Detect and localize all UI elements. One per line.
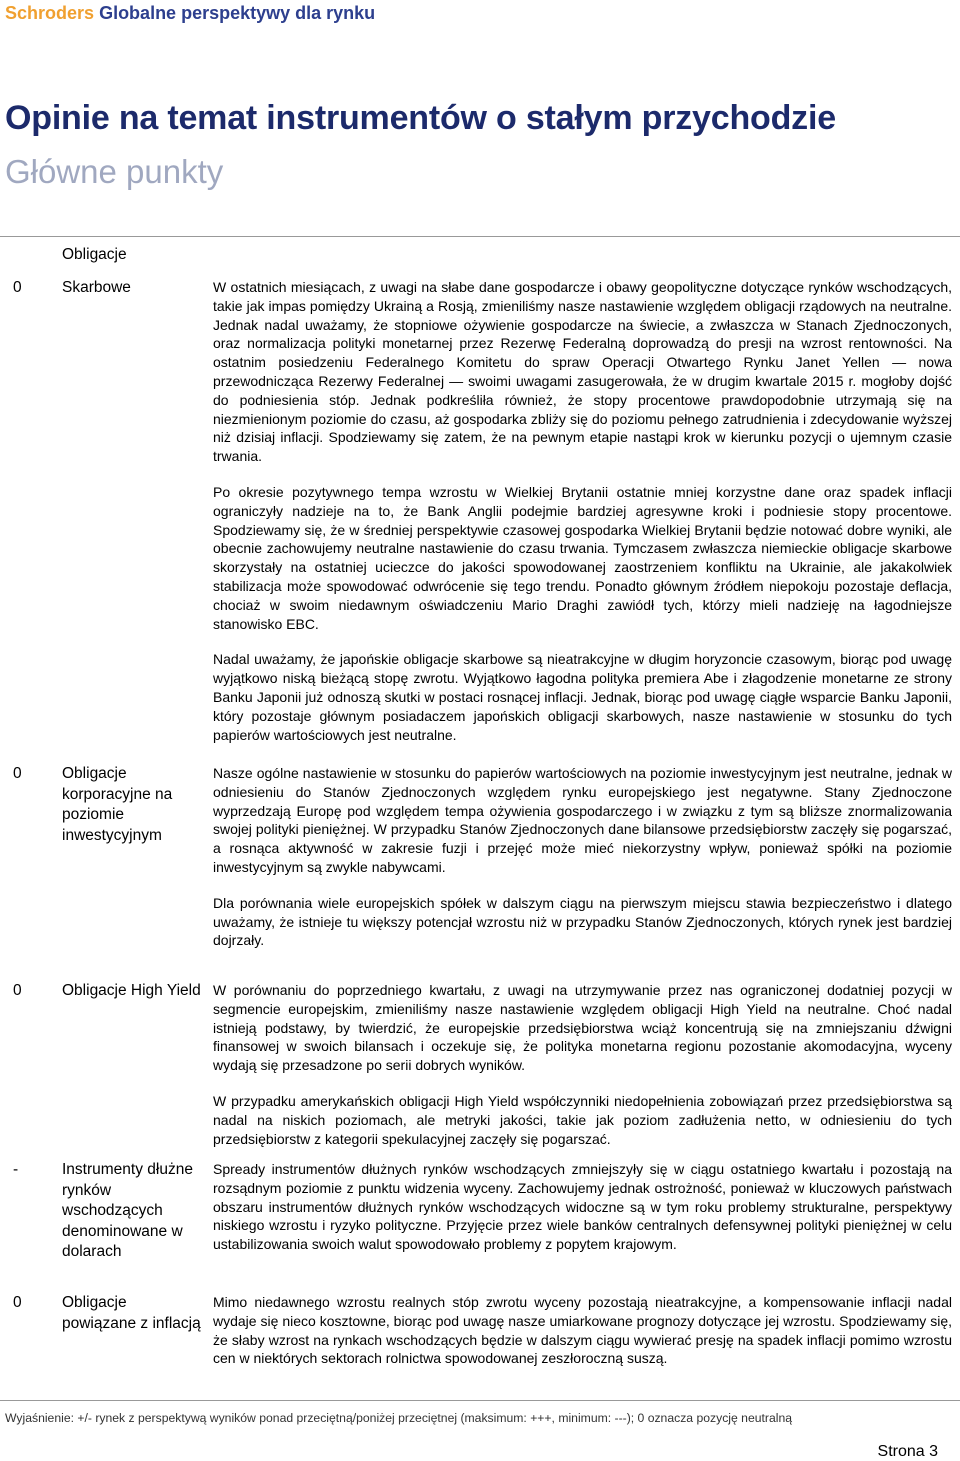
bottom-divider [0,1400,960,1401]
paragraph: Mimo niedawnego wzrostu realnych stóp zwrotu wyceny pozostają nieatrakcyjne, a kompensowanie inflacji nadal wydaje się nieco kosztowne, biorąc pod uwagę nasze umiarkowane prognozy dotyczące jej wzrostu. Spodziewamy się, że słaby wzrost na rynkach wschodzących będzie w dalszym ciągu wywierać presję na spadek inflacji pomimo wzrostu cen w niektórych sektorach rolnictwa spowodowanej zeszłoroczną suszą. [213,1294,952,1367]
category-label: Instrumenty dłużne rynków wschodzących denominowane w dolarach [62,1161,193,1260]
rating: 0 [13,765,22,782]
paragraph: Nasze ogólne nastawienie w stosunku do papierów wartościowych na poziomie inwestycyjnym jest neutralne, jednak w odniesieniu do Stanów Zjednoczonych względem rynku europejskiego jest negatywne. Stany Zjednoczone wyprzedzają Europę pod względem tempa ożywienia gospodarczego i w związku z tym są bliższe znormalizowania swojej polityki pieniężnej. W przypadku Stanów Zjednoczonych dane bilansowe przedsiębiorstw zaczęły się pogarszać, a rosnąca aktywność w zakresie fuzji i przejęć może mieć niekorzystny wpływ, ponieważ spółki na poziomie inwestycyjnym są zwykle nabywcami. [213,765,952,875]
footnote: Wyjaśnienie: +/- rynek z perspektywą wyników ponad przeciętną/poniżej przeciętnej (maksimum: +++, minimum: ---); 0 oznacza pozycję neutralną [5,1411,792,1425]
commentary [213,764,952,950]
page-subtitle: Główne punkty [5,153,224,190]
column-header: Obligacje [62,246,127,263]
rating: 0 [13,279,22,296]
page-title: Opinie na temat instrumentów o stałym przychodzie [5,99,836,137]
commentary [213,1160,952,1254]
commentary [213,278,952,744]
category-label: Obligacje korporacyjne na poziomie inwestycyjnym [62,765,173,844]
brand-name: Schroders [5,3,95,23]
page-number: Strona 3 [877,1443,938,1460]
report-header [5,3,375,24]
paragraph: W ostatnich miesiącach, z uwagi na słabe dane gospodarcze i obawy geopolityczne dotyczące rynków wschodzących, takie jak impas pomiędzy Ukrainą a Rosją, zmieniliśmy nasze nastawienie względem obligacji rządowych na neutralne. Jednak nadal uważamy, że stopniowe ożywienie gospodarcze na świecie, a zwłaszcza w Stanach Zjednoczonych, oraz normalizacja polityki monetarnej przez Rezerwę Federalną doprowadzą do presji na wzrost rentowności. Na ostatnim posiedzeniu Federalnego Komitetu do spraw Operacji Otwartego Rynku Janet Yellen — nowa przewodnicząca Rezerwy Federalnej — swoimi uwagami zasugerowała, że w drugim kwartale 2015 r. mogłoby dojść do podniesienia stóp. Jednak podkreśliła również, że stopy procentowe prawdopodobnie utrzymają się na niezmienionym poziomie do czasu, aż gospodarka zbliży się do poziomu pełnego zatrudnienia i zdecydowanie wyższej niż dzisiaj inflacji. Spodziewamy się zatem, że na pewnym etapie nastąpi krok w kierunku pozycji o ujemnym czasie trwania. [213,279,952,465]
category-label: Obligacje High Yield [62,982,201,999]
paragraph: Spready instrumentów dłużnych rynków wschodzących zmniejszyły się w ciągu ostatniego kwartału i pozostają na rozsądnym poziomie z punktu widzenia wyceny. Zachowujemy jednak ostrożność, ponieważ w kluczowych państwach obszaru instrumentów dłużnych rynków wschodzących widoczne są w tym roku problemy strukturalne, perspektywy niskiego wzrostu i ryzyko polityczne. Przyjęcie przez wiele banków centralnych defensywnej polityki pieniężnej w celu ustabilizowania swoich walut spowodowało problemy z popytem krajowym. [213,1161,952,1253]
paragraph: W przypadku amerykańskich obligacji High Yield współczynniki niedopełnienia zobowiązań przez przedsiębiorstwa są nadal na niskich poziomach, ale metryki jakości, takie jak poziom zadłużenia netto, w odniesieniu do tych przedsiębiorstw z kategorii spekulacyjnej zaczęły się pogarszać. [213,1092,952,1147]
commentary [213,981,952,1148]
rating: 0 [13,982,22,999]
category-label: Skarbowe [62,279,131,296]
rating: 0 [13,1294,22,1311]
rating: - [13,1161,19,1178]
paragraph: Nadal uważamy, że japońskie obligacje skarbowe są nieatrakcyjne w długim horyzoncie czasowym, biorąc pod uwagę wyjątkowo niską bieżącą stopę zwrotu. Wyjątkowo łagodna polityka premiera Abe i złagodzenie monetarne ze strony Banku Japonii już odnoszą skutki w postaci rosnącej inflacji. Jednak, biorąc pod uwagę ciągłe wsparcie Banku Japonii, który pozostaje głównym posiadaczem japońskich obligacji skarbowych, nasze nastawienie w stosunku do tych papierów wartościowych jest neutralne. [213,651,952,743]
paragraph: Po okresie pozytywnego tempa wzrostu w Wielkiej Brytanii ostatnie mniej korzystne dane oraz spadek inflacji ograniczyły nadzieje na to, że Bank Anglii podejmie bardziej agresywne kroki i podniesie stopy procentowe. Spodziewamy się, że w średniej perspektywie czasowej gospodarka Wielkiej Brytanii będzie notować dobre wyniki, ale obecnie zachowujemy neutralne nastawienie do czasu trwania. Tymczasem zwłaszcza niemieckie obligacje skarbowe skorzystały na ostatniej ucieczce do jakości spowodowanej zaostrzeniem konfliktu na Ukrainie, ale jakakolwiek stabilizacja może spowodować odwrócenie się tego trendu. Ponadto głównym źródłem niepokoju pozostaje deflacja, chociaż w swoim niedawnym oświadczeniu Mario Draghi zawiódł tych, którzy mieli nadzieję na łagodniejsze stanowisko EBC. [213,483,952,632]
top-divider [0,236,960,237]
report-series-title: Globalne perspektywy dla rynku [99,3,376,23]
commentary [213,1293,952,1368]
category-label: Obligacje powiązane z inflacją [62,1294,201,1332]
paragraph: W porównaniu do poprzedniego kwartału, z uwagi na utrzymywanie przez nas ograniczonej dodatniej pozycji w segmencie europejskim, zmieniliśmy nasze nastawienie względem obligacji High Yield na neutralne. Choć nadal istnieją podstawy, by twierdzić, że europejskie przedsiębiorstwa wciąż koncentrują się na zmniejszaniu dźwigni finansowej w swoich bilansach i oczekuje się, że polityka monetarna regionu pozostanie akomodacyjna, wyceny wydają się przesadzone po serii dobrych wyników. [213,982,952,1074]
paragraph: Dla porównania wiele europejskich spółek w dalszym ciągu na pierwszym miejscu stawia bezpieczeństwo i dlatego uważamy, że istnieje tu większy potencjał wzrostu niż w przypadku Stanów Zjednoczonych, których rynek jest bardziej dojrzały. [213,894,952,949]
